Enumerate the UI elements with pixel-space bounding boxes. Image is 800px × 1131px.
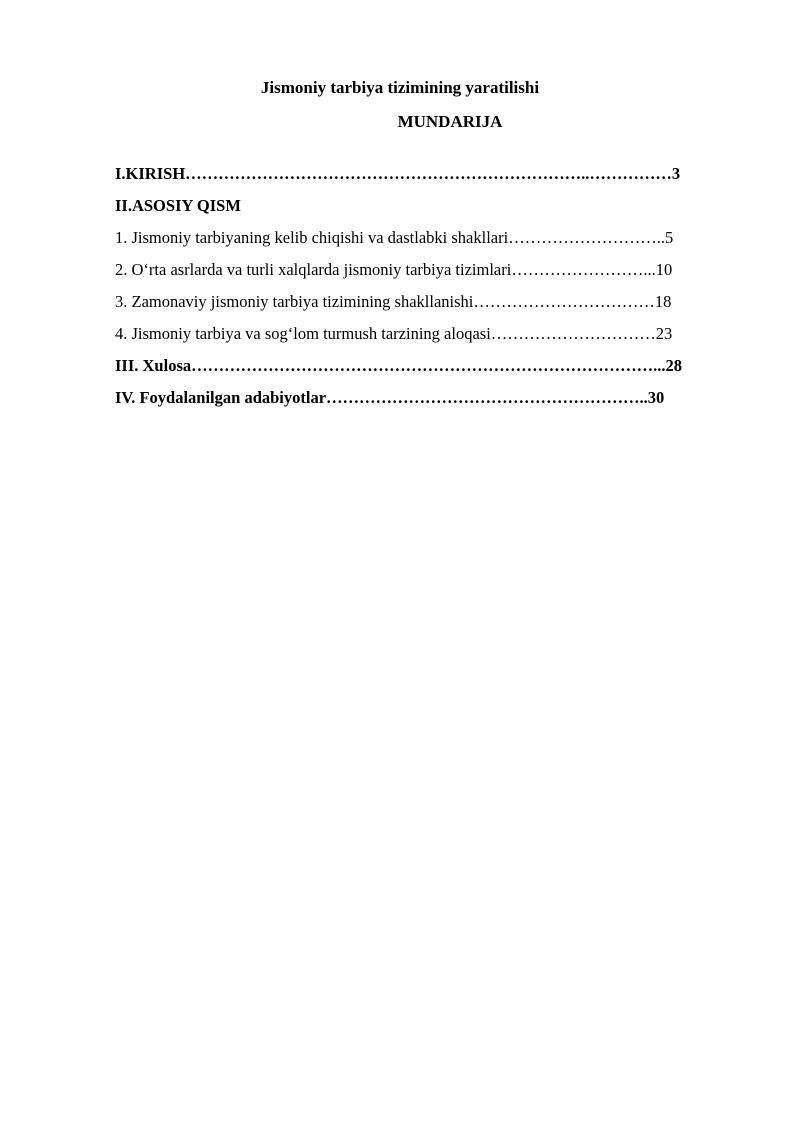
toc-entry-chapter-1[interactable]: [115, 228, 745, 260]
toc-section-asosiy-qism: [115, 196, 745, 228]
toc-entry-text: 2. O‘rta asrlarda va turli xalqlarda jismoniy tarbiya tizimlari……………………...10: [115, 260, 673, 279]
toc-heading: MUNDARIJA: [397, 112, 503, 131]
table-of-contents: [115, 164, 745, 420]
toc-entry-chapter-3[interactable]: [115, 292, 745, 324]
toc-entry-text: IV. Foydalanilgan adabiyotlar…………………………………………………..30: [115, 388, 665, 407]
toc-section-text: II.ASOSIY QISM: [115, 196, 241, 215]
toc-entry-chapter-2[interactable]: [115, 260, 745, 292]
toc-entry-adabiyotlar[interactable]: [115, 388, 745, 420]
toc-entry-text: III. Xulosa…………………………………………………………………………...28: [115, 356, 682, 375]
toc-entry-text: I.KIRISH………………………………………………………………..……………3: [115, 164, 681, 183]
toc-entry-text: 4. Jismoniy tarbiya va sog‘lom turmush tarzining aloqasi…………………………23: [115, 324, 673, 343]
toc-entry-xulosa[interactable]: [115, 356, 745, 388]
toc-entry-chapter-4[interactable]: [115, 324, 745, 356]
document-title: Jismoniy tarbiya tizimining yaratilishi: [260, 78, 540, 97]
toc-entry-kirish[interactable]: [115, 164, 745, 196]
toc-entry-text: 1. Jismoniy tarbiyaning kelib chiqishi va dastlabki shakllari………………………..5: [115, 228, 674, 247]
toc-entry-text: 3. Zamonaviy jismoniy tarbiya tizimining shakllanishi……………………………18: [115, 292, 672, 311]
